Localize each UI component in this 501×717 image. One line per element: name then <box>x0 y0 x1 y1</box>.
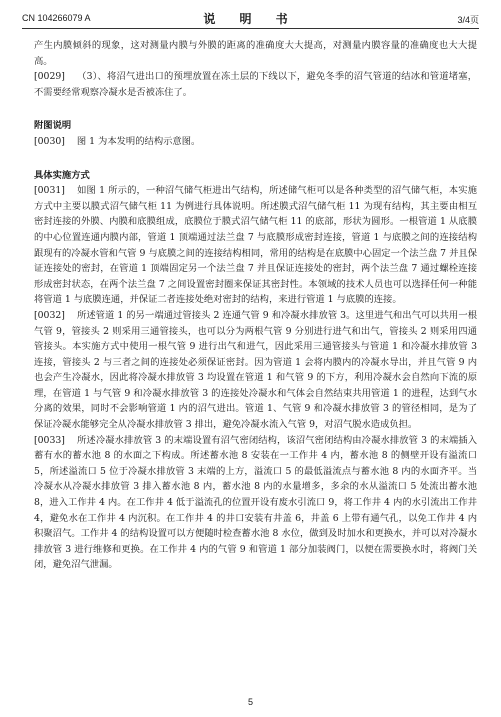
paragraph-number: [0029] <box>34 71 65 83</box>
document-title: 说 明 书 <box>203 12 298 26</box>
paragraph-0033 <box>34 433 477 573</box>
paragraph-0032 <box>34 308 477 433</box>
paragraph-text: （3）、将沼气进出口的预埋放置在冻土层的下线以下，避免冬季的沼气管道的结冰和管道堵塞，不需要经常观察冷凝水是否被冻住了。 <box>34 71 477 98</box>
paragraph-text: 所述冷凝水排放管 3 的末端设置有沼气密闭结构，该沼气密闭结构由冷凝水排放管 3 的末端插入蓄有水的蓄水池 8 的水面之下构成。所述蓄水池 8 安装在一工作井 4 内，蓄水池 8 的侧壁开设有溢流口 5，所述溢流口 5 位于冷凝水排放管 3 末端的上方，溢流口 5 的最低溢流点与蓄水池 8 内的水面齐平。当冷凝水从冷凝水排放管 3 排入蓄水池 8 内，蓄水池 8 内的水量增多，多余的水从溢流口 5 处流出蓄水池 8，进入工作井 4 内。在工作井 4 低于溢流孔的位置开设有废水引流口 9，将工作井 4 内的水引流出工作井 4，避免水在工作井 4 内沉积。在工作井 4 的井口安装有井盖 6，井盖 6 上带有通气孔，以免工作井 4 内积聚沼气。工作井 4 的结构设置可以方便随时检查蓄水池 8 水位，做到及时加水和更换水，并可以对冷凝水排放管 3 进行维修和更换。在工作井 4 内的气管 9 和管道 1 部分加装阀门，以便在需要换水时，将阀门关闭，避免沼气泄漏。 <box>34 434 477 571</box>
paragraph-text: 所述管道 1 的另一端通过管接头 2 连通气管 9 和冷凝水排放管 3。这里进气和出气可以共用一根气管 9，管接头 2 则采用三通管接头，也可以分为两根气管 9 分别进行进气和出气，管接头 2 则采用四通管接头。本实施方式中使用一根气管 9 进行出气和进气，因此采用三通管接头与管道 1 和冷凝水排放管 3 连接，管接头 2 与三者之间的连接处必须保证密封。因为管道 1 会将内膜内的冷凝水导出，并且气管 9 内也会产生冷凝水，因此将冷凝水排放管 3 均设置在管道 1 和气管 9 的下方，利用冷凝水会自然向下流的原理，在管道 1 与气管 9 和冷凝水排放管 3 的连接处冷凝水和气体会自然结束共用管道 1 的进程，达到气水分离的效果，同时不会影响管道 1 内的沼气进出。管道 1、气管 9 和冷凝水排放管 3 的管径相同，是为了保证冷凝水能够完全从冷凝水排放管 3 排出，避免冷凝水流入气管 9，对沼气脱水造成负担。 <box>34 309 477 431</box>
paragraph-text: 图 1 为本发明的结构示意图。 <box>76 135 201 147</box>
page-header <box>22 10 479 29</box>
paragraph-number: [0033] <box>34 434 65 446</box>
paragraph-continued: 产生内膜倾斜的现象，这对测量内膜与外膜的距离的准确度大大提高，对测量内膜容量的准确度也大大提高。 <box>34 40 477 67</box>
paragraph-number: [0031] <box>34 185 65 197</box>
page-reference: 3/4页 <box>457 15 479 25</box>
paragraph-number: [0032] <box>34 309 65 321</box>
section-heading-drawings: 附图说明 <box>34 120 72 132</box>
paragraph-0029 <box>34 69 477 100</box>
paragraph-text: 如图 1 所示的，一种沼气储气柜进出气结构，所述储气柜可以是各种类型的沼气储气柜，本实施方式中主要以膜式沼气储气柜 11 为例进行具体说明。所述膜式沼气储气柜 11 为现有结构，其主要由相互密封连接的外膜、内膜和底膜组成，底膜位于膜式沼气储气柜 11 的底部，形状为圆形。一根管道 1 从底膜的中心位置连通内膜内部，管道 1 顶端通过法兰盘 7 与底膜形成密封连接，管道 1 与底膜之间的连接结构跟现有的冷凝水管和气管 9 与底膜之间的连接结构相同，常用的结构是在底膜中心固定一个法兰盘 7 并且保证连接处的密封，在管道 1 顶端固定另一个法兰盘 7 并且保证连接处的密封，两个法兰盘 7 通过螺栓连接形成密封状态，在两个法兰盘 7 之间设置密封圈来保证其密封性。本领域的技术人员也可以选择任何一种能将管道 1 与底膜连通，并保证二者连接处绝对密封的结构，来进行管道 1 与底膜的连接。 <box>34 185 477 306</box>
page-number: 5 <box>247 697 253 707</box>
patent-number: CN 104266079 A <box>22 13 91 23</box>
paragraph-0031 <box>34 183 477 308</box>
paragraph-number: [0030] <box>34 135 65 147</box>
section-heading-embodiment: 具体实施方式 <box>34 169 90 181</box>
document-body <box>34 38 477 573</box>
paragraph-0030 <box>34 134 477 150</box>
